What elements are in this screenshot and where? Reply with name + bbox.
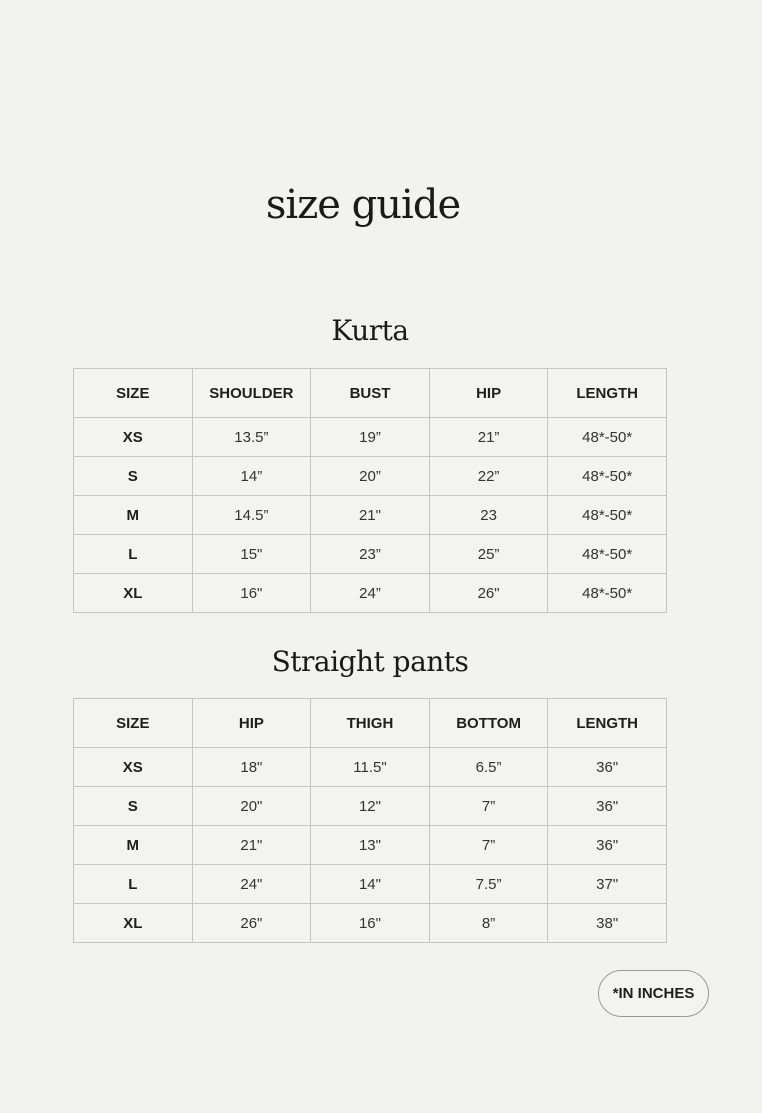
size-cell: XS	[74, 748, 193, 787]
table-cell: 36"	[548, 826, 667, 865]
table-row	[74, 787, 667, 826]
table-cell: 8”	[429, 904, 548, 943]
table-cell: 16"	[311, 904, 430, 943]
table-row	[74, 418, 667, 457]
pants-size-table	[73, 698, 667, 943]
table-row	[74, 457, 667, 496]
table-cell: 23”	[311, 535, 430, 574]
table-cell: 24"	[192, 865, 311, 904]
table-row	[74, 535, 667, 574]
table-row	[74, 904, 667, 943]
table-cell: 36"	[548, 787, 667, 826]
column-header-size: SIZE	[74, 699, 193, 748]
table-row	[74, 826, 667, 865]
page-title: size guide	[265, 182, 461, 228]
size-cell: M	[74, 826, 193, 865]
table-cell: 14"	[311, 865, 430, 904]
units-note-badge: *IN INCHES	[598, 970, 709, 1017]
pants-section-title: Straight pants	[271, 645, 469, 678]
table-cell: 19”	[311, 418, 430, 457]
table-cell: 24”	[311, 574, 430, 613]
table-cell: 22”	[429, 457, 548, 496]
table-cell: 12"	[311, 787, 430, 826]
table-cell: 20"	[192, 787, 311, 826]
table-row	[74, 496, 667, 535]
table-cell: 37"	[548, 865, 667, 904]
table-cell: 6.5”	[429, 748, 548, 787]
table-cell: 18"	[192, 748, 311, 787]
table-row	[74, 574, 667, 613]
table-cell: 48*-50*	[548, 574, 667, 613]
table-cell: 11.5"	[311, 748, 430, 787]
kurta-section-title: Kurta	[331, 314, 409, 347]
column-header-size: SIZE	[74, 369, 193, 418]
size-cell: XS	[74, 418, 193, 457]
table-header-row	[74, 369, 667, 418]
column-header-bust: BUST	[311, 369, 430, 418]
column-header-hip: HIP	[429, 369, 548, 418]
table-cell: 13.5”	[192, 418, 311, 457]
column-header-length: LENGTH	[548, 699, 667, 748]
table-cell: 20”	[311, 457, 430, 496]
size-cell: S	[74, 457, 193, 496]
table-cell: 26"	[429, 574, 548, 613]
table-cell: 36"	[548, 748, 667, 787]
column-header-bottom: BOTTOM	[429, 699, 548, 748]
column-header-thigh: THIGH	[311, 699, 430, 748]
table-cell: 7”	[429, 826, 548, 865]
kurta-size-table	[73, 368, 667, 613]
table-cell: 7.5”	[429, 865, 548, 904]
table-cell: 38"	[548, 904, 667, 943]
table-cell: 21”	[429, 418, 548, 457]
table-cell: 48*-50*	[548, 457, 667, 496]
table-cell: 14”	[192, 457, 311, 496]
size-cell: M	[74, 496, 193, 535]
table-cell: 21"	[311, 496, 430, 535]
table-cell: 48*-50*	[548, 535, 667, 574]
table-cell: 21"	[192, 826, 311, 865]
size-cell: L	[74, 865, 193, 904]
column-header-shoulder: SHOULDER	[192, 369, 311, 418]
table-cell: 15"	[192, 535, 311, 574]
size-cell: XL	[74, 574, 193, 613]
column-header-length: LENGTH	[548, 369, 667, 418]
table-header-row	[74, 699, 667, 748]
table-cell: 26"	[192, 904, 311, 943]
size-cell: XL	[74, 904, 193, 943]
table-cell: 48*-50*	[548, 418, 667, 457]
column-header-hip: HIP	[192, 699, 311, 748]
table-cell: 7”	[429, 787, 548, 826]
table-cell: 13"	[311, 826, 430, 865]
table-cell: 48*-50*	[548, 496, 667, 535]
table-row	[74, 865, 667, 904]
size-cell: S	[74, 787, 193, 826]
table-cell: 16"	[192, 574, 311, 613]
table-cell: 14.5”	[192, 496, 311, 535]
table-cell: 23	[429, 496, 548, 535]
table-row	[74, 748, 667, 787]
table-cell: 25”	[429, 535, 548, 574]
size-cell: L	[74, 535, 193, 574]
